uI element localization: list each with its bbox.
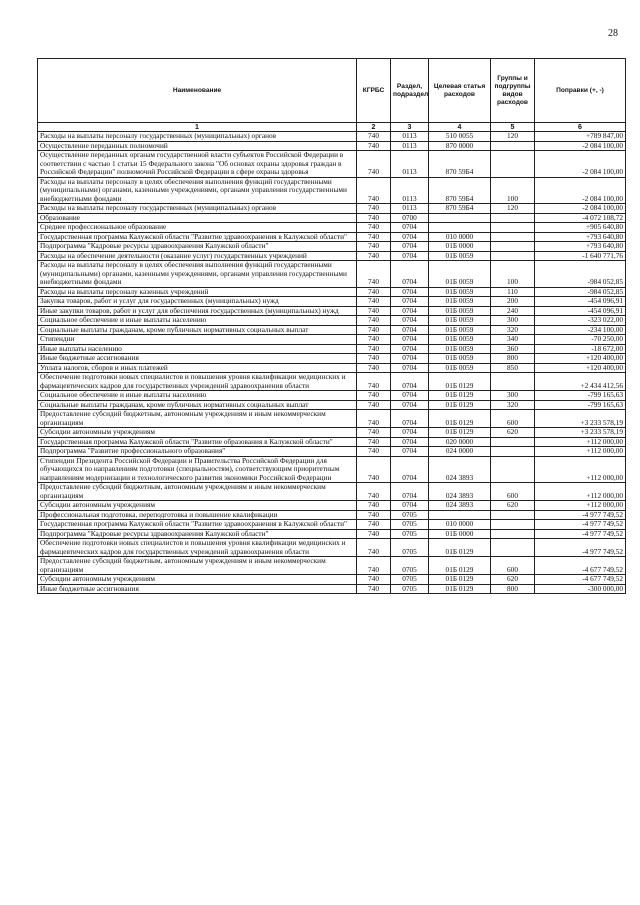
- row-kgrbs: 740: [357, 539, 391, 557]
- row-target: 01Б 0059: [429, 261, 491, 288]
- row-kgrbs: 740: [357, 400, 391, 410]
- row-name: Расходы на выплаты персоналу государственных (муниципальных) органов: [38, 204, 357, 214]
- row-group: 340: [491, 335, 535, 345]
- row-group: 620: [491, 575, 535, 585]
- row-kgrbs: 740: [357, 456, 391, 483]
- row-name: Государственная программа Калужской области "Развитие здравоохранения в Калужской области": [38, 520, 357, 530]
- row-section: 0704: [391, 325, 429, 335]
- row-amendment: +112 000,00: [535, 447, 626, 457]
- row-amendment: +120 400,00: [535, 363, 626, 373]
- table-row: [38, 335, 626, 345]
- row-target: 024 3893: [429, 483, 491, 501]
- table-row: [38, 204, 626, 214]
- row-group: [491, 539, 535, 557]
- row-target: 010 0000: [429, 520, 491, 530]
- row-group: [491, 456, 535, 483]
- row-amendment: -799 165,63: [535, 391, 626, 401]
- row-name: Субсидии автономным учреждениям: [38, 501, 357, 511]
- row-target: 01Б 0059: [429, 251, 491, 261]
- row-name: Иные бюджетные ассигнования: [38, 354, 357, 364]
- row-target: 01Б 0129: [429, 557, 491, 575]
- row-name: Предоставление субсидий бюджетным, автономным учреждениям и иным некоммерческим организациям: [38, 483, 357, 501]
- row-name: Социальное обеспечение и иные выплаты населению: [38, 391, 357, 401]
- row-amendment: -4 977 749,52: [535, 539, 626, 557]
- row-kgrbs: 740: [357, 177, 391, 204]
- row-target: [429, 223, 491, 233]
- col-number: 1: [38, 123, 357, 132]
- row-section: 0704: [391, 447, 429, 457]
- row-group: [491, 373, 535, 391]
- row-amendment: -2 084 100,00: [535, 204, 626, 214]
- row-name: Иные бюджетные ассигнования: [38, 584, 357, 594]
- row-target: 024 3893: [429, 501, 491, 511]
- header-name: Наименование: [38, 59, 357, 123]
- row-section: 0704: [391, 501, 429, 511]
- row-section: 0705: [391, 575, 429, 585]
- row-target: 01Б 0059: [429, 297, 491, 307]
- row-amendment: -4 677 749,52: [535, 557, 626, 575]
- row-name: Предоставление субсидий бюджетным, автономным учреждениям и иным некоммерческим организациям: [38, 410, 357, 428]
- table-row: [38, 151, 626, 178]
- row-target: 01Б 0059: [429, 354, 491, 364]
- table-row: [38, 354, 626, 364]
- row-target: 01Б 0129: [429, 391, 491, 401]
- row-group: 620: [491, 501, 535, 511]
- row-group: 120: [491, 132, 535, 142]
- row-amendment: +112 000,00: [535, 437, 626, 447]
- row-group: 320: [491, 400, 535, 410]
- row-name: Образование: [38, 213, 357, 223]
- row-name: Иные выплаты населению: [38, 344, 357, 354]
- row-group: 300: [491, 316, 535, 326]
- row-name: Государственная программа Калужской области "Развитие здравоохранения в Калужской области": [38, 232, 357, 242]
- row-kgrbs: 740: [357, 335, 391, 345]
- row-kgrbs: 740: [357, 287, 391, 297]
- row-section: 0704: [391, 251, 429, 261]
- row-section: 0700: [391, 213, 429, 223]
- row-section: 0705: [391, 557, 429, 575]
- row-target: 01Б 0059: [429, 344, 491, 354]
- row-name: Уплата налогов, сборов и иных платежей: [38, 363, 357, 373]
- row-group: 240: [491, 306, 535, 316]
- row-amendment: -4 977 749,52: [535, 529, 626, 539]
- row-name: Предоставление субсидий бюджетным, автономным учреждениям и иным некоммерческим организациям: [38, 557, 357, 575]
- row-group: 600: [491, 410, 535, 428]
- table-row: [38, 391, 626, 401]
- row-group: 800: [491, 584, 535, 594]
- row-name: Социальные выплаты гражданам, кроме публичных нормативных социальных выплат: [38, 325, 357, 335]
- table-row: [38, 483, 626, 501]
- row-name: Стипендии Президента Российской Федерации и Правительства Российской Федерации для обучающихся по направлениям подготовки (специальностям), соответствующим приоритетным направлениям модернизации и технологического развития экономики Российской Федерации: [38, 456, 357, 483]
- row-section: 0704: [391, 437, 429, 447]
- row-group: [491, 223, 535, 233]
- row-amendment: -454 096,91: [535, 306, 626, 316]
- row-amendment: -4 977 749,52: [535, 520, 626, 530]
- row-target: 01Б 0059: [429, 287, 491, 297]
- row-kgrbs: 740: [357, 261, 391, 288]
- row-group: [491, 447, 535, 457]
- row-target: 870 59Б4: [429, 177, 491, 204]
- row-target: 510 0055: [429, 132, 491, 142]
- table-row: [38, 325, 626, 335]
- row-name: Субсидии автономным учреждениям: [38, 428, 357, 438]
- row-section: 0704: [391, 335, 429, 345]
- row-name: Субсидии автономным учреждениям: [38, 575, 357, 585]
- row-group: 600: [491, 483, 535, 501]
- row-name: Расходы на выплаты персоналу казенных учреждений: [38, 287, 357, 297]
- row-name: Осуществление переданных полномочий: [38, 141, 357, 151]
- row-kgrbs: 740: [357, 447, 391, 457]
- row-section: 0113: [391, 204, 429, 214]
- row-section: 0704: [391, 373, 429, 391]
- row-group: 200: [491, 297, 535, 307]
- row-section: 0113: [391, 141, 429, 151]
- row-section: 0704: [391, 242, 429, 252]
- row-kgrbs: 740: [357, 232, 391, 242]
- table-row: [38, 501, 626, 511]
- table-row: [38, 428, 626, 438]
- row-section: 0704: [391, 306, 429, 316]
- row-target: 01Б 0059: [429, 325, 491, 335]
- row-name: Стипендии: [38, 335, 357, 345]
- row-target: 024 3893: [429, 456, 491, 483]
- row-amendment: +905 640,80: [535, 223, 626, 233]
- row-section: 0705: [391, 510, 429, 520]
- row-kgrbs: 740: [357, 428, 391, 438]
- row-kgrbs: 740: [357, 325, 391, 335]
- row-section: 0704: [391, 344, 429, 354]
- row-kgrbs: 740: [357, 132, 391, 142]
- row-section: 0705: [391, 529, 429, 539]
- header-target: Целевая статья расходов: [429, 59, 491, 123]
- row-section: 0113: [391, 151, 429, 178]
- row-kgrbs: 740: [357, 363, 391, 373]
- row-section: 0704: [391, 483, 429, 501]
- row-section: 0704: [391, 428, 429, 438]
- row-amendment: -4 072 108,72: [535, 213, 626, 223]
- table-row: [38, 584, 626, 594]
- row-kgrbs: 740: [357, 223, 391, 233]
- row-target: 01Б 0059: [429, 306, 491, 316]
- row-amendment: +112 000,00: [535, 456, 626, 483]
- table-row: [38, 132, 626, 142]
- row-group: [491, 529, 535, 539]
- row-amendment: -2 084 100,00: [535, 151, 626, 178]
- row-name: Подпрограмма "Развитие профессионального образования": [38, 447, 357, 457]
- row-kgrbs: 740: [357, 410, 391, 428]
- row-amendment: -18 672,00: [535, 344, 626, 354]
- row-amendment: -323 022,00: [535, 316, 626, 326]
- row-group: [491, 520, 535, 530]
- row-kgrbs: 740: [357, 584, 391, 594]
- row-kgrbs: 740: [357, 316, 391, 326]
- row-section: 0704: [391, 456, 429, 483]
- row-kgrbs: 740: [357, 141, 391, 151]
- table-row: [38, 223, 626, 233]
- row-target: 010 0000: [429, 232, 491, 242]
- budget-table: [37, 58, 626, 594]
- row-name: Подпрограмма "Кадровые ресурсы здравоохранения Калужской области": [38, 242, 357, 252]
- row-section: 0704: [391, 400, 429, 410]
- row-target: 01Б 0129: [429, 428, 491, 438]
- row-kgrbs: 740: [357, 306, 391, 316]
- row-section: 0704: [391, 316, 429, 326]
- header-amendments: Поправки (+, -): [535, 59, 626, 123]
- row-target: 01Б 0000: [429, 529, 491, 539]
- row-name: Обеспечение подготовки новых специалистов и повышения уровня квалификации медицинских и фармацевтических кадров для государственных учреждений здравоохранения области: [38, 373, 357, 391]
- row-group: [491, 232, 535, 242]
- table-row: [38, 242, 626, 252]
- row-group: 120: [491, 204, 535, 214]
- row-group: 300: [491, 391, 535, 401]
- table-row: [38, 520, 626, 530]
- table-row: [38, 539, 626, 557]
- row-kgrbs: 740: [357, 520, 391, 530]
- row-amendment: +793 640,80: [535, 232, 626, 242]
- row-kgrbs: 740: [357, 297, 391, 307]
- row-section: 0704: [391, 261, 429, 288]
- row-name: Осуществление переданных органам государственной власти субъектов Российской Федерации в соответствии с частью 1 статьи 15 Федерального закона "Об основах охраны здоровья граждан в Российской Федерации" полномочий Российской Федерации в сфере охраны здоровья: [38, 151, 357, 178]
- row-kgrbs: 740: [357, 213, 391, 223]
- row-section: 0704: [391, 354, 429, 364]
- row-amendment: +3 233 578,19: [535, 410, 626, 428]
- row-target: 01Б 0129: [429, 584, 491, 594]
- row-amendment: +2 434 412,56: [535, 373, 626, 391]
- row-name: Расходы на обеспечение деятельности (оказание услуг) государственных учреждений: [38, 251, 357, 261]
- row-kgrbs: 740: [357, 242, 391, 252]
- row-target: 870 59Б4: [429, 204, 491, 214]
- row-amendment: -1 640 771,76: [535, 251, 626, 261]
- row-target: 01Б 0000: [429, 242, 491, 252]
- row-amendment: -300 000,00: [535, 584, 626, 594]
- row-target: 020 0000: [429, 437, 491, 447]
- row-target: [429, 213, 491, 223]
- row-group: 800: [491, 354, 535, 364]
- table-row: [38, 373, 626, 391]
- row-name: Среднее профессиональное образование: [38, 223, 357, 233]
- row-name: Расходы на выплаты персоналу государственных (муниципальных) органов: [38, 132, 357, 142]
- row-section: 0704: [391, 297, 429, 307]
- row-target: 01Б 0129: [429, 539, 491, 557]
- row-section: 0704: [391, 232, 429, 242]
- row-kgrbs: 740: [357, 354, 391, 364]
- row-section: 0113: [391, 177, 429, 204]
- row-group: 620: [491, 428, 535, 438]
- row-group: [491, 151, 535, 178]
- row-group: [491, 141, 535, 151]
- header-groups: Группы и подгруппы видов расходов: [491, 59, 535, 123]
- row-kgrbs: 740: [357, 251, 391, 261]
- row-section: 0113: [391, 132, 429, 142]
- col-number: 3: [391, 123, 429, 132]
- table-row: [38, 447, 626, 457]
- row-target: 870 0000: [429, 141, 491, 151]
- row-name: Государственная программа Калужской области "Развитие образования в Калужской области": [38, 437, 357, 447]
- row-name: Обеспечение подготовки новых специалистов и повышения уровня квалификации медицинских и фармацевтических кадров для государственных учреждений здравоохранения области: [38, 539, 357, 557]
- row-name: Расходы на выплаты персоналу в целях обеспечения выполнения функций государственными (муниципальными) органами, казенными учреждениями, органами управления государственными внебюджетными фондами: [38, 261, 357, 288]
- row-target: 01Б 0129: [429, 410, 491, 428]
- row-group: 320: [491, 325, 535, 335]
- row-section: 0704: [391, 391, 429, 401]
- row-amendment: -984 052,85: [535, 287, 626, 297]
- table-row: [38, 177, 626, 204]
- row-target: 01Б 0129: [429, 575, 491, 585]
- col-number: 5: [491, 123, 535, 132]
- table-row: [38, 575, 626, 585]
- row-section: 0704: [391, 363, 429, 373]
- row-kgrbs: 740: [357, 437, 391, 447]
- row-kgrbs: 740: [357, 575, 391, 585]
- row-section: 0704: [391, 410, 429, 428]
- row-amendment: -799 165,63: [535, 400, 626, 410]
- row-amendment: -454 096,91: [535, 297, 626, 307]
- row-amendment: -234 100,00: [535, 325, 626, 335]
- row-section: 0704: [391, 223, 429, 233]
- row-section: 0705: [391, 584, 429, 594]
- row-kgrbs: 740: [357, 529, 391, 539]
- row-kgrbs: 740: [357, 501, 391, 511]
- row-target: 01Б 0059: [429, 335, 491, 345]
- row-amendment: +789 847,00: [535, 132, 626, 142]
- row-amendment: -70 250,00: [535, 335, 626, 345]
- row-section: 0705: [391, 539, 429, 557]
- row-kgrbs: 740: [357, 344, 391, 354]
- row-group: 850: [491, 363, 535, 373]
- row-amendment: -2 084 100,00: [535, 177, 626, 204]
- row-group: [491, 510, 535, 520]
- page-number: 28: [608, 28, 618, 39]
- row-name: Социальное обеспечение и иные выплаты населению: [38, 316, 357, 326]
- table-row: [38, 261, 626, 288]
- row-target: 870 59Б4: [429, 151, 491, 178]
- row-target: 024 0000: [429, 447, 491, 457]
- table-row: [38, 557, 626, 575]
- row-amendment: -4 977 749,52: [535, 510, 626, 520]
- row-target: 01Б 0059: [429, 363, 491, 373]
- row-target: 01Б 0059: [429, 316, 491, 326]
- row-kgrbs: 740: [357, 151, 391, 178]
- table-row: [38, 410, 626, 428]
- row-group: 600: [491, 557, 535, 575]
- row-name: Закупка товаров, работ и услуг для государственных (муниципальных) нужд: [38, 297, 357, 307]
- table-row: [38, 456, 626, 483]
- row-group: [491, 251, 535, 261]
- row-target: 01Б 0129: [429, 400, 491, 410]
- row-group: [491, 242, 535, 252]
- row-amendment: -984 052,85: [535, 261, 626, 288]
- row-kgrbs: 740: [357, 391, 391, 401]
- row-name: Подпрограмма "Кадровые ресурсы здравоохранения Калужской области": [38, 529, 357, 539]
- row-target: 01Б 0129: [429, 373, 491, 391]
- row-kgrbs: 740: [357, 204, 391, 214]
- row-name: Профессиональная подготовка, переподготовка и повышение квалификации: [38, 510, 357, 520]
- row-kgrbs: 740: [357, 483, 391, 501]
- row-amendment: +112 000,00: [535, 501, 626, 511]
- table-row: [38, 316, 626, 326]
- row-amendment: -2 084 100,00: [535, 141, 626, 151]
- row-amendment: +3 233 578,19: [535, 428, 626, 438]
- row-section: 0704: [391, 287, 429, 297]
- row-name: Иные закупки товаров, работ и услуг для обеспечения государственных (муниципальных) нужд: [38, 306, 357, 316]
- row-name: Социальные выплаты гражданам, кроме публичных нормативных социальных выплат: [38, 400, 357, 410]
- row-amendment: +112 000,00: [535, 483, 626, 501]
- row-amendment: -4 677 749,52: [535, 575, 626, 585]
- row-section: 0705: [391, 520, 429, 530]
- col-number: 4: [429, 123, 491, 132]
- row-group: 100: [491, 261, 535, 288]
- row-kgrbs: 740: [357, 557, 391, 575]
- row-kgrbs: 740: [357, 510, 391, 520]
- row-group: 100: [491, 177, 535, 204]
- row-group: [491, 213, 535, 223]
- row-group: 360: [491, 344, 535, 354]
- col-number: 2: [357, 123, 391, 132]
- table-row: [38, 297, 626, 307]
- row-name: Расходы на выплаты персоналу в целях обеспечения выполнения функций государственными (муниципальными) органами, казенными учреждениями, органами управления государственными внебюджетными фондами: [38, 177, 357, 204]
- row-group: [491, 437, 535, 447]
- row-group: 110: [491, 287, 535, 297]
- header-row: [38, 59, 626, 123]
- row-kgrbs: 740: [357, 373, 391, 391]
- row-amendment: +120 400,00: [535, 354, 626, 364]
- col-number: 6: [535, 123, 626, 132]
- header-section: Раздел, подраздел: [391, 59, 429, 123]
- header-kgrbs: КГРБС: [357, 59, 391, 123]
- row-amendment: +793 640,80: [535, 242, 626, 252]
